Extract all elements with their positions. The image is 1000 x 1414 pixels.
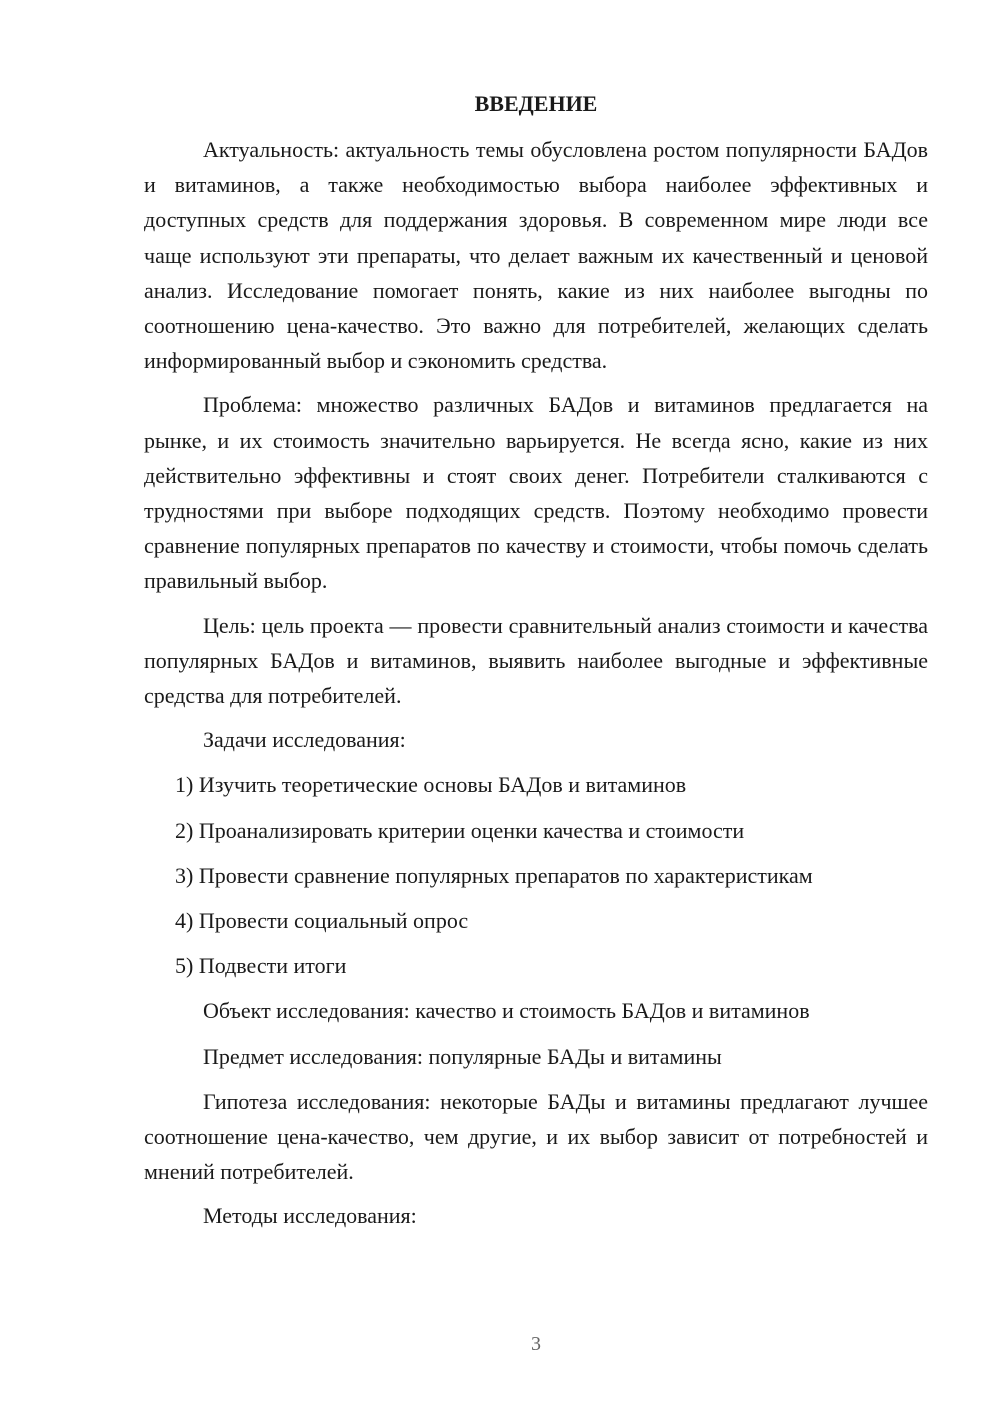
methods-heading: Методы исследования: — [203, 1203, 417, 1229]
task-item: 4) Провести социальный опрос — [175, 908, 469, 934]
paragraph-goal: Цель: цель проекта — провести сравнительный анализ стоимости и качества популярных БАДов и витаминов, выявить наиболее выгодные и эффективные средства для потребителей. — [144, 612, 928, 709]
paragraph-relevance: Актуальность: актуальность темы обусловлена ростом популярности БАДов и витаминов, а также необходимостью выбора наиболее эффективных и доступных средств для поддержания здоровья. В современном мире люди все чаще используют эти препараты, что делает важным их качественный и ценовой анализ. Исследование помогает понять, какие из них наиболее выгодны по соотношению цена-качество. Это важно для потребителей, желающих сделать информированный выбор и сэкономить средства. — [144, 137, 928, 374]
research-object: Объект исследования: качество и стоимость БАДов и витаминов — [203, 998, 810, 1024]
page-number: 3 — [531, 1333, 541, 1355]
task-item: 3) Провести сравнение популярных препаратов по характеристикам — [175, 862, 813, 888]
tasks-heading: Задачи исследования: — [203, 727, 406, 753]
task-item: 5) Подвести итоги — [175, 953, 347, 979]
research-hypothesis: Гипотеза исследования: некоторые БАДы и витамины предлагают лучшее соотношение цена-качество, чем другие, и их выбор зависит от потребностей и мнений потребителей. — [144, 1088, 928, 1185]
paragraph-problem: Проблема: множество различных БАДов и витаминов предлагается на рынке, и их стоимость значительно варьируется. Не всегда ясно, какие из них действительно эффективны и стоят своих денег. Потребители сталкиваются с трудностями при выборе подходящих средств. Поэтому необходимо провести сравнение популярных препаратов по качеству и стоимости, чтобы помочь сделать правильный выбор. — [144, 392, 928, 594]
document-page — [144, 90, 928, 1244]
research-subject: Предмет исследования: популярные БАДы и витамины — [203, 1043, 722, 1069]
task-item: 2) Проанализировать критерии оценки качества и стоимости — [175, 817, 745, 843]
section-title: ВВЕДЕНИЕ — [474, 91, 598, 116]
task-item: 1) Изучить теоретические основы БАДов и витаминов — [175, 772, 687, 798]
tasks-list — [144, 767, 928, 983]
